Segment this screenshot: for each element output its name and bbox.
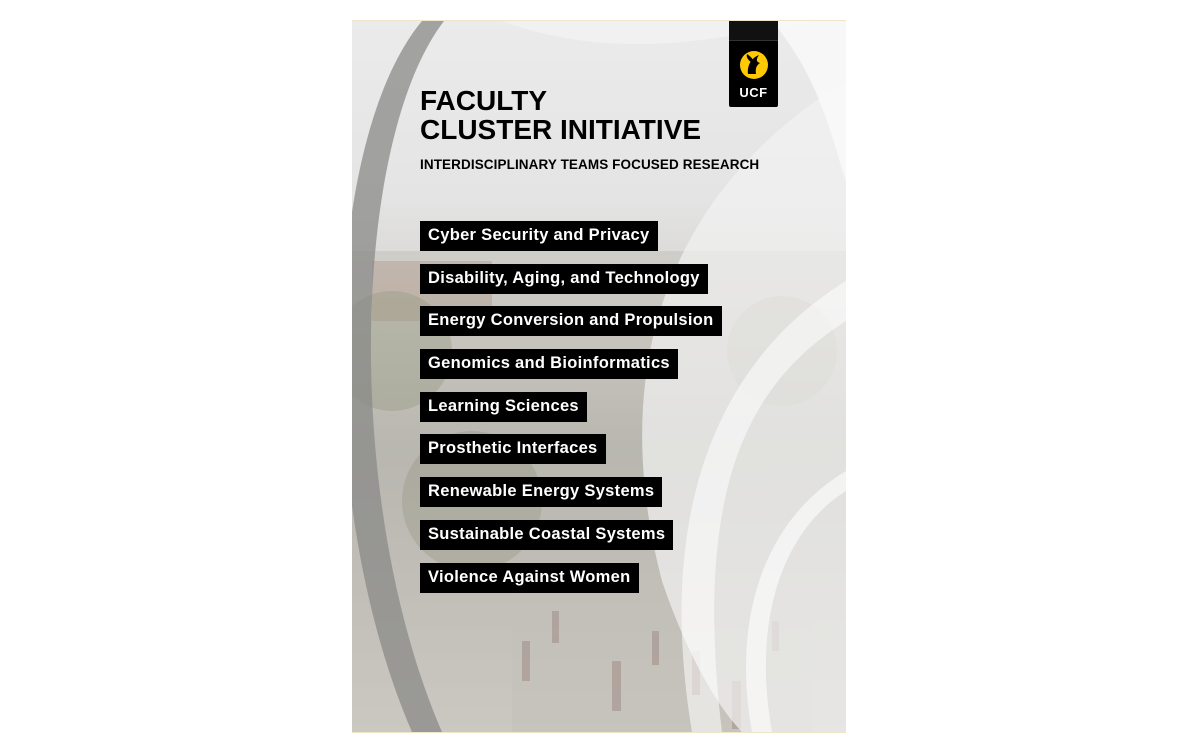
ucf-logo[interactable] bbox=[729, 21, 778, 107]
cluster-tag[interactable]: Sustainable Coastal Systems bbox=[420, 520, 673, 550]
cluster-tag[interactable]: Learning Sciences bbox=[420, 392, 587, 422]
list-item bbox=[420, 306, 722, 349]
cluster-list bbox=[420, 221, 722, 605]
list-item bbox=[420, 520, 722, 563]
logo-top-band bbox=[729, 21, 778, 41]
cluster-tag[interactable]: Energy Conversion and Propulsion bbox=[420, 306, 722, 336]
title-line-2: CLUSTER INITIATIVE bbox=[420, 114, 702, 145]
page-subtitle: INTERDISCIPLINARY TEAMS FOCUSED RESEARCH bbox=[420, 157, 760, 172]
list-item bbox=[420, 434, 722, 477]
list-item bbox=[420, 392, 722, 435]
cluster-tag[interactable]: Cyber Security and Privacy bbox=[420, 221, 658, 251]
list-item bbox=[420, 477, 722, 520]
title-line-1: FACULTY bbox=[420, 85, 548, 116]
page-title bbox=[420, 86, 701, 144]
cluster-tag[interactable]: Renewable Energy Systems bbox=[420, 477, 662, 507]
cluster-poster bbox=[352, 20, 846, 733]
cluster-tag[interactable]: Prosthetic Interfaces bbox=[420, 434, 606, 464]
logo-text: UCF bbox=[739, 85, 768, 100]
list-item bbox=[420, 264, 722, 307]
list-item bbox=[420, 221, 722, 264]
cluster-tag[interactable]: Disability, Aging, and Technology bbox=[420, 264, 708, 294]
list-item bbox=[420, 349, 722, 392]
list-item bbox=[420, 563, 722, 606]
cluster-tag[interactable]: Violence Against Women bbox=[420, 563, 639, 593]
cluster-tag[interactable]: Genomics and Bioinformatics bbox=[420, 349, 678, 379]
pegasus-icon bbox=[739, 48, 769, 82]
